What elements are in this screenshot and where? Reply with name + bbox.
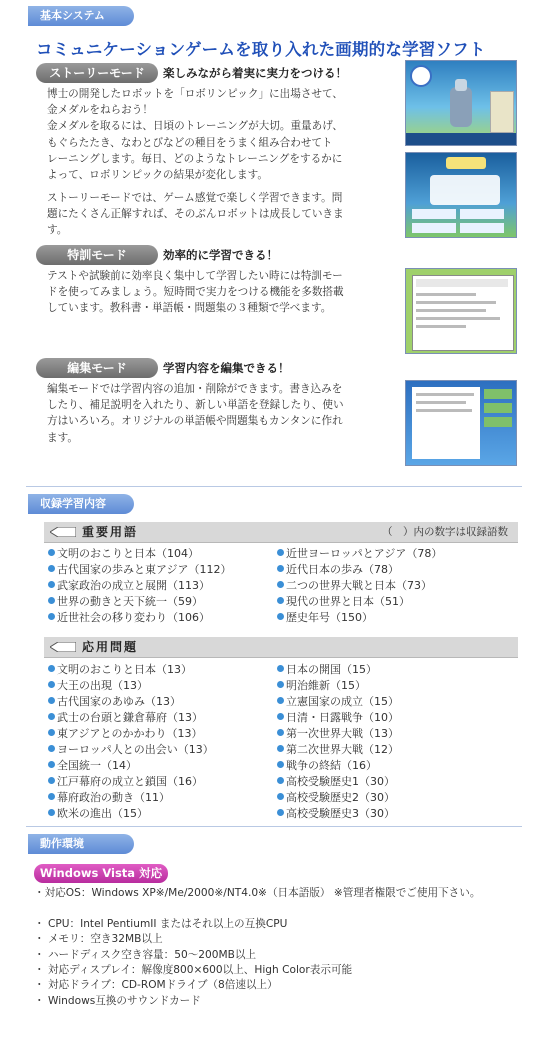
term-item bbox=[277, 546, 442, 562]
bullet-dot-icon bbox=[48, 681, 55, 688]
problem-item-label: 日本の開国（15） bbox=[286, 663, 377, 676]
story-mode-pill: ストーリーモード bbox=[36, 63, 158, 83]
bullet-dot-icon bbox=[277, 745, 284, 752]
story-mode-tagline: 楽しみながら着実に実力をつける！ bbox=[163, 66, 347, 80]
term-item-label: 近世社会の移り変わり（106） bbox=[57, 611, 210, 624]
edit-mode-tagline: 学習内容を編集できる！ bbox=[163, 361, 290, 375]
bullet-dot-icon bbox=[277, 729, 284, 736]
important-terms-title: 重要用語 bbox=[82, 525, 139, 539]
edit-mode-pill: 編集モード bbox=[36, 358, 158, 378]
term-item bbox=[48, 594, 203, 610]
problem-item bbox=[277, 758, 377, 774]
term-item-label: 歴史年号（150） bbox=[286, 611, 373, 624]
story-mode-text-2: ストーリーモードでは、ゲーム感覚で楽しく学習できます。問 題にたくさん正解すれば、そのぶんロボットは成長していきま す。 bbox=[47, 192, 344, 237]
problem-item bbox=[277, 742, 399, 758]
term-item-label: 近世ヨーロッパとアジア（78） bbox=[286, 547, 443, 560]
problem-item-label: 東アジアとのかかわり（13） bbox=[57, 727, 203, 740]
requirement-line: ・ 対応ディスプレイ：解像度800×600以上、High Color表示可能 bbox=[34, 963, 353, 976]
training-mode-tagline: 効率的に学習できる！ bbox=[163, 248, 278, 262]
problem-item-label: 日清・日露戦争（10） bbox=[286, 711, 399, 724]
problem-item-label: 立憲国家の成立（15） bbox=[286, 695, 399, 708]
important-terms-note: （ ）内の数字は収録語数 bbox=[382, 526, 508, 538]
problem-item bbox=[48, 742, 214, 758]
bullet-dot-icon bbox=[277, 793, 284, 800]
problem-item bbox=[277, 662, 377, 678]
story-mode-screenshot-1 bbox=[405, 60, 517, 146]
training-mode-screenshot bbox=[405, 268, 517, 354]
training-mode-text: テストや試験前に効率良く集中して学習したい時には特訓モー ドを使ってみましょう。短時間で実力をつける機能を多数搭載 しています。教科書・単語帳・問題集の３種類で学べます。 bbox=[47, 270, 344, 315]
problem-item bbox=[48, 758, 137, 774]
problem-item-label: 武士の台頭と鎌倉幕府（13） bbox=[57, 711, 203, 724]
term-item-label: 現代の世界と日本（51） bbox=[286, 595, 410, 608]
bullet-dot-icon bbox=[277, 581, 284, 588]
pencil-arrow-icon bbox=[50, 527, 76, 537]
problem-item bbox=[277, 694, 399, 710]
pencil-arrow-icon bbox=[50, 642, 76, 652]
edit-mode-text: 編集モードでは学習内容の追加・削除ができます。書き込みを したり、補足説明を入れたり、新しい単語を登録したり、使い 方はいろいろ。オリジナルの単語帳や問題集もカンタンに作れ ます。 bbox=[47, 383, 344, 444]
bullet-dot-icon bbox=[277, 681, 284, 688]
edit-mode-screenshot bbox=[405, 380, 517, 466]
bullet-dot-icon bbox=[48, 745, 55, 752]
term-item bbox=[48, 578, 210, 594]
term-item-label: 近代日本の歩み（78） bbox=[286, 563, 399, 576]
term-item bbox=[48, 546, 199, 562]
windows-vista-badge: Windows Vista 対応 bbox=[34, 864, 168, 883]
applied-problems-title: 応用問題 bbox=[82, 640, 139, 654]
bullet-dot-icon bbox=[48, 597, 55, 604]
problem-item bbox=[48, 678, 148, 694]
divider-1 bbox=[26, 486, 522, 487]
problem-item-label: 高校受験歴史3（30） bbox=[286, 807, 395, 820]
problem-item-label: 戦争の終結（16） bbox=[286, 759, 377, 772]
problem-item-label: ヨーロッパ人との出会い（13） bbox=[57, 743, 214, 756]
problem-item-label: 文明のおこりと日本（13） bbox=[57, 663, 192, 676]
important-terms-header bbox=[44, 522, 518, 543]
problem-item bbox=[48, 710, 203, 726]
section-tab-content: 収録学習内容 bbox=[28, 494, 134, 514]
problem-item bbox=[48, 662, 192, 678]
requirement-line: ・ Windows互換のサウンドカード bbox=[34, 994, 201, 1007]
problem-item-label: 大王の出現（13） bbox=[57, 679, 148, 692]
problem-item-label: 幕府政治の動き（11） bbox=[57, 791, 170, 804]
bullet-dot-icon bbox=[277, 597, 284, 604]
bullet-dot-icon bbox=[48, 729, 55, 736]
story-mode-screenshot-2 bbox=[405, 152, 517, 238]
problem-item bbox=[277, 710, 399, 726]
problem-item bbox=[48, 774, 203, 790]
problem-item-label: 高校受験歴史1（30） bbox=[286, 775, 395, 788]
bullet-dot-icon bbox=[48, 809, 55, 816]
bullet-dot-icon bbox=[48, 761, 55, 768]
term-item bbox=[277, 594, 410, 610]
bullet-dot-icon bbox=[277, 697, 284, 704]
problem-item-label: 第一次世界大戦（13） bbox=[286, 727, 399, 740]
problem-item-label: 欧米の進出（15） bbox=[57, 807, 148, 820]
problem-item-label: 全国統一（14） bbox=[57, 759, 137, 772]
bullet-dot-icon bbox=[277, 565, 284, 572]
problem-item bbox=[277, 790, 395, 806]
problem-item bbox=[48, 694, 181, 710]
bullet-dot-icon bbox=[277, 809, 284, 816]
requirement-line: ・対応OS：Windows XP※/Me/2000※/NT4.0※（日本語版） ※管理者権限でご使用下さい。 bbox=[34, 887, 481, 899]
problem-item-label: 明治維新（15） bbox=[286, 679, 366, 692]
bullet-dot-icon bbox=[48, 549, 55, 556]
requirement-line: ・ CPU：Intel PentiumII またはそれ以上の互換CPU bbox=[34, 918, 288, 930]
term-item-label: 武家政治の成立と展開（113） bbox=[57, 579, 210, 592]
problem-item bbox=[277, 806, 395, 822]
bullet-dot-icon bbox=[48, 665, 55, 672]
bullet-dot-icon bbox=[48, 777, 55, 784]
term-item bbox=[277, 610, 373, 626]
term-item bbox=[277, 562, 399, 578]
term-item bbox=[277, 578, 432, 594]
bullet-dot-icon bbox=[277, 613, 284, 620]
term-item-label: 古代国家の歩みと東アジア（112） bbox=[57, 563, 232, 576]
problem-item-label: 第二次世界大戦（12） bbox=[286, 743, 399, 756]
section-tab-basic: 基本システム bbox=[28, 6, 134, 26]
bullet-dot-icon bbox=[48, 565, 55, 572]
problem-item-label: 高校受験歴史2（30） bbox=[286, 791, 395, 804]
requirement-line: ・ 対応ドライブ：CD-ROMドライブ（8倍速以上） bbox=[34, 979, 278, 992]
bullet-dot-icon bbox=[277, 713, 284, 720]
problem-item bbox=[277, 726, 399, 742]
bullet-dot-icon bbox=[48, 793, 55, 800]
training-mode-pill: 特訓モード bbox=[36, 245, 158, 265]
problem-item bbox=[48, 806, 148, 822]
bullet-dot-icon bbox=[48, 697, 55, 704]
requirement-line: ・ メモリ：空き32MB以上 bbox=[34, 933, 163, 946]
bullet-dot-icon bbox=[277, 777, 284, 784]
bullet-dot-icon bbox=[277, 549, 284, 556]
applied-problems-header bbox=[44, 637, 518, 658]
bullet-dot-icon bbox=[48, 581, 55, 588]
page-headline: コミュニケーションゲームを取り入れた画期的な学習ソフト bbox=[36, 40, 486, 59]
problem-item-label: 江戸幕府の成立と鎖国（16） bbox=[57, 775, 203, 788]
term-item bbox=[48, 562, 232, 578]
problem-item bbox=[277, 678, 366, 694]
problem-item-label: 古代国家のあゆみ（13） bbox=[57, 695, 181, 708]
problem-item bbox=[277, 774, 395, 790]
bullet-dot-icon bbox=[277, 761, 284, 768]
problem-item bbox=[48, 726, 203, 742]
term-item-label: 文明のおこりと日本（104） bbox=[57, 547, 199, 560]
problem-item bbox=[48, 790, 170, 806]
bullet-dot-icon bbox=[48, 613, 55, 620]
term-item-label: 二つの世界大戦と日本（73） bbox=[286, 579, 432, 592]
term-item bbox=[48, 610, 210, 626]
requirement-line: ・ ハードディスク空き容量：50～200MB以上 bbox=[34, 948, 257, 961]
term-item-label: 世界の動きと天下統一（59） bbox=[57, 595, 203, 608]
divider-2 bbox=[26, 826, 522, 827]
section-tab-env: 動作環境 bbox=[28, 834, 134, 854]
bullet-dot-icon bbox=[48, 713, 55, 720]
story-mode-text-1: 博士の開発したロボットを「ロボリンピック」に出場させて、 金メダルをねらおう！ 金メダルを取るには、日頃のトレーニングが大切。重量あげ、 もぐらたたき、なわとびなどの種目をうまく組み合わせてト レーニングします。毎日、どのようなトレーニングをするかに よって、ロボリンピックの結果が変化します。 bbox=[47, 88, 343, 182]
bullet-dot-icon bbox=[277, 665, 284, 672]
